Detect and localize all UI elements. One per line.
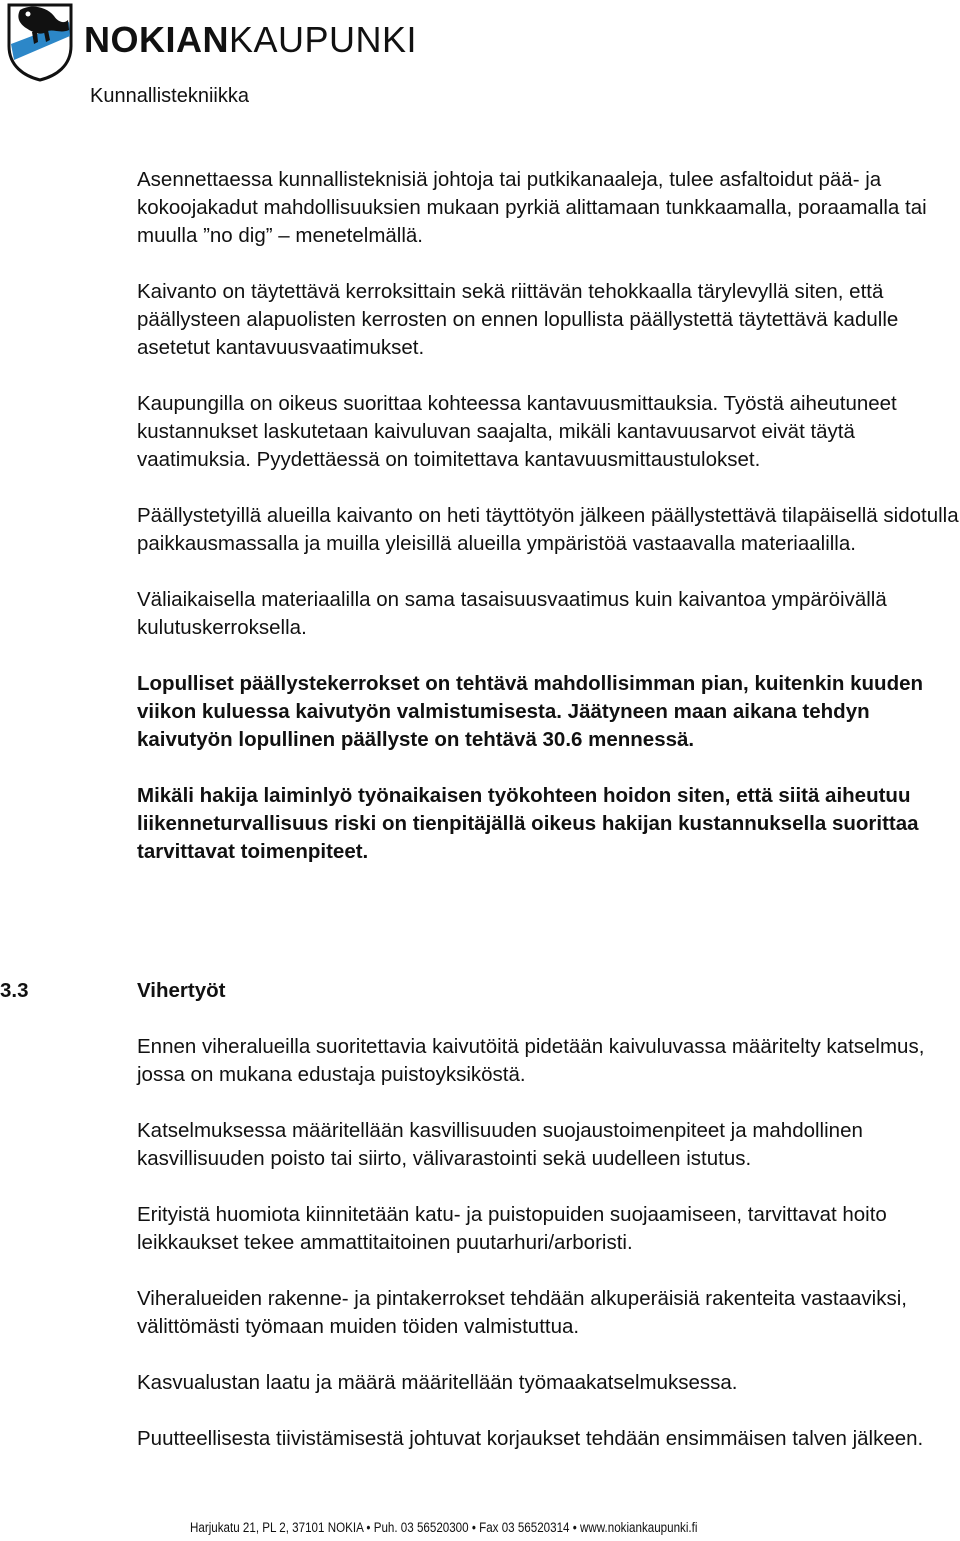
paragraph: Puutteellisesta tiivistämisestä johtuvat korjaukset tehdään ensimmäisen talven jälkeen. <box>137 1427 924 1450</box>
paragraph: Ennen viheralueilla suoritettavia kaivutöitä pidetään kaivuluvassa määritelty katselmus, jossa on mukana edustaja puistoyksiköstä. <box>137 1035 925 1086</box>
paragraph: Erityistä huomiota kiinnitetään katu- ja puistopuiden suojaamiseen, tarvittavat hoito leikkaukset tekee ammattitaitoinen puutarhuri/arboristi. <box>137 1203 887 1254</box>
bold-paragraph: Lopulliset päällystekerrokset on tehtävä mahdollisimman pian, kuitenkin kuuden viikon kuluessa kaivutyön valmistumisesta. Jäätyneen maan aikana tehdyn kaivutyön lopullinen päällyste on tehtävä 30.6 mennessä. <box>137 672 924 751</box>
logo-bold-text: NOKIAN <box>84 19 229 60</box>
footer-contact: Harjukatu 21, PL 2, 37101 NOKIA • Puh. 03 56520300 • Fax 03 56520314 • www.nokiankaupunki.fi <box>190 1520 698 1535</box>
city-logo <box>84 20 417 60</box>
city-crest-icon <box>6 2 74 82</box>
section-number: 3.3 <box>0 979 29 1002</box>
paragraph: Asennettaessa kunnallisteknisiä johtoja tai putkikanaaleja, tulee asfaltoidut pää- ja kokoojakadut mahdollisuuksien mukaan pyrkiä alittamaan tunkkaamalla, poraamalla tai muulla ”no dig” – menetelmällä. <box>137 168 927 247</box>
paragraph: Viheralueiden rakenne- ja pintakerrokset tehdään alkuperäisiä rakenteita vastaaviksi, välittömästi työmaan muiden töiden valmistuttua. <box>137 1287 907 1338</box>
section-body-text <box>137 1033 960 1481</box>
logo-light-text: KAUPUNKI <box>229 19 418 60</box>
section-title: Vihertyöt <box>137 979 226 1002</box>
department-title: Kunnallistekniikka <box>90 85 249 107</box>
bold-paragraph: Mikäli hakija laiminlyö työnaikaisen työkohteen hoidon siten, että siitä aiheutuu liikenneturvallisuus riski on tienpitäjällä oikeus hakijan kustannuksella suorittaa tarvittavat toimenpiteet. <box>137 784 919 863</box>
paragraph: Katselmuksessa määritellään kasvillisuuden suojaustoimenpiteet ja mahdollinen kasvillisuuden poisto tai siirto, välivarastointi sekä uudelleen istutus. <box>137 1119 863 1170</box>
paragraph: Kaupungilla on oikeus suorittaa kohteessa kantavuusmittauksia. Työstä aiheutuneet kustannukset laskutetaan kaivuluvan saajalta, mikäli kantavuusarvot eivät täytä vaatimuksia. Pyydettäessä on toimitettava kantavuusmittaustulokset. <box>137 392 897 471</box>
paragraph: Päällystetyillä alueilla kaivanto on heti täyttötyön jälkeen päällystettävä tilapäisellä sidotulla paikkausmassalla ja muilla yleisillä alueilla ympäristöä vastaavalla materiaalilla. <box>137 504 959 555</box>
section-heading <box>0 977 225 1005</box>
body-text <box>137 166 960 894</box>
paragraph: Kaivanto on täytettävä kerroksittain sekä riittävän tehokkaalla tärylevyllä siten, että päällysteen alapuolisten kerrosten on ennen lopullista päällystettä täytettävä kadulle asetetut kantavuusvaatimukset. <box>137 280 899 359</box>
paragraph: Kasvualustan laatu ja määrä määritellään työmaakatselmuksessa. <box>137 1371 738 1394</box>
paragraph: Väliaikaisella materiaalilla on sama tasaisuusvaatimus kuin kaivantoa ympäröivällä kulutuskerroksella. <box>137 588 887 639</box>
